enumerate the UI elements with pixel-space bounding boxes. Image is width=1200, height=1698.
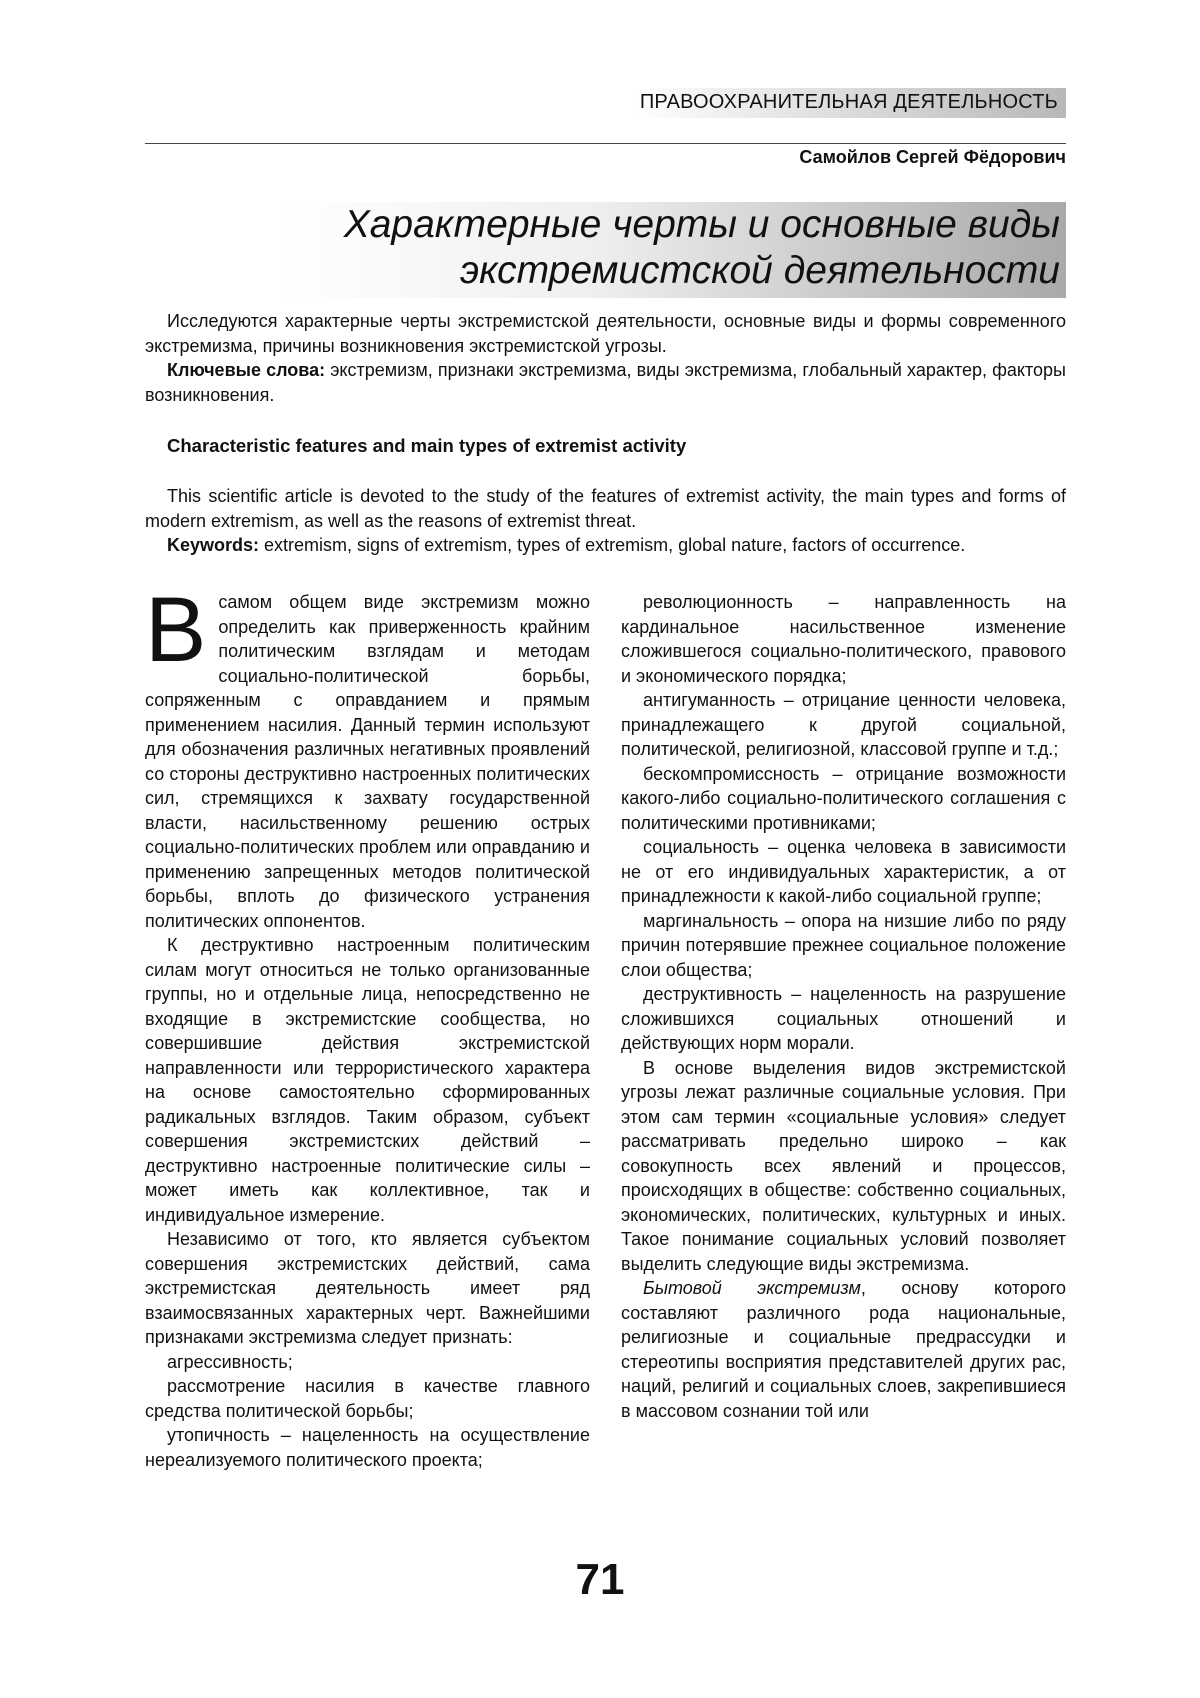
section-title: ПРАВООХРАНИТЕЛЬНАЯ ДЕЯТЕЛЬНОСТЬ [639, 91, 1058, 113]
list-item: социальность – оценка человека в зависимости не от его индивидуальных характеристик, а от принадлежности к какой-либо социальной группе; [621, 837, 1066, 906]
body-paragraph: В основе выделения видов экстремистской угрозы лежат различные социальные условия. При этом сам термин «социальные условия» следует рассматривать предельно широко – как совокупность всех явлений и процессов, происходящих в обществе: собственно социальных, экономических, политических, культурных и иных. Такое понимание социальных условий позволяет выделить следующие виды экстремизма. [621, 1057, 1066, 1274]
page-number: 71 [575, 1555, 625, 1604]
list-item: утопичность – нацеленность на осуществление нереализуемого политического проекта; [145, 1425, 590, 1470]
keywords-en [145, 533, 1066, 558]
body-column-left [145, 579, 590, 1472]
abstract-ru [145, 309, 1066, 358]
keywords-ru [145, 358, 1066, 407]
list-item: антигуманность – отрицание ценности человека, принадлежащего к другой социальной, политической, религиозной, классовой группе и т.д.; [621, 690, 1066, 759]
abstract-en [145, 484, 1066, 533]
list-item: деструктивность – нацеленность на разрушение сложившихся социальных отношений и действующих норм морали. [621, 984, 1066, 1053]
section-header [630, 88, 1066, 118]
title-line-1: Характерные черты и основные виды [343, 203, 1060, 246]
list-item: агрессивность; [167, 1351, 293, 1372]
term-italic: Бытовой экстремизм [643, 1278, 861, 1298]
keywords-ru-label: Ключевые слова: [167, 360, 326, 380]
list-item: маргинальность – опора на низшие либо по ряду причин потерявшие прежнее социальное положение слои общества; [621, 910, 1066, 980]
abstract-ru-text: Исследуются характерные черты экстремистской деятельности, основные виды и формы современного экстремизма, причины возникновения экстремистской угрозы. [145, 311, 1066, 356]
header-rule [145, 143, 1066, 144]
list-item: бескомпромиссность – отрицание возможности какого-либо социально-политического соглашения с политическими противниками; [621, 763, 1066, 833]
english-title: Characteristic features and main types of extremist activity [167, 435, 687, 456]
list-item: революционность – направленность на кардинальное насильственное изменение сложившегося социально-политического, правового и экономического порядка; [621, 592, 1066, 686]
keywords-en-text: extremism, signs of extremism, types of extremism, global nature, factors of occurrence. [259, 535, 966, 555]
author-name: Самойлов Сергей Фёдорович [799, 147, 1066, 167]
abstract-en-text: This scientific article is devoted to the study of the features of extremist activity, the main types and forms of modern extremism, as well as the reasons of extremist threat. [145, 486, 1066, 531]
body-paragraph: К деструктивно настроенным политическим силам могут относиться не только организованные группы, но и отдельные лица, непосредственно не входящие в экстремистские сообщества, но совершившие действия экстремистской направленности или террористического характера на основе самостоятельно сформированных радикальных взглядов. Таким образом, субъект совершения экстремистских действий – деструктивно настроенные политические силы – может иметь как коллективное, так и индивидуальное измерение. [145, 935, 590, 1225]
article-title [280, 202, 1066, 298]
keywords-en-label: Keywords: [167, 535, 260, 555]
body-paragraph: Бытовой экстремизм, основу которого составляют различного рода национальные, религиозные и социальные предрассудки и стереотипы восприятия представителей других рас, наций, религий и социальных слоев, закрепившиеся в массовом сознании той или [621, 1278, 1066, 1421]
body-paragraph: Всамом общем виде экстремизм можно определить как приверженность крайним политическим взглядам и методам социально-политической борьбы, сопряженным с оправданием и прямым применением насилия. Данный термин используют для обозначения различных негативных проявлений со стороны деструктивно настроенных политических сил, стремящихся к захвату государственной власти, насильственному решению острых социально-политических проблем или оправданию и применению запрещенных методов политической борьбы, вплоть до физического устранения политических оппонентов. [145, 579, 590, 931]
body-column-right [621, 590, 1066, 1423]
list-item: рассмотрение насилия в качестве главного средства политической борьбы; [145, 1376, 590, 1421]
drop-cap: В [145, 579, 207, 681]
body-paragraph: Независимо от того, кто является субъектом совершения экстремистских действий, сама экстремистская деятельность имеет ряд взаимосвязанных характерных черт. Важнейшими признаками экстремизма следует признать: [145, 1229, 590, 1347]
title-line-2: экстремистской деятельности [459, 249, 1060, 292]
keywords-ru-text: экстремизм, признаки экстремизма, виды экстремизма, глобальный характер, факторы возникновения. [145, 360, 1066, 405]
